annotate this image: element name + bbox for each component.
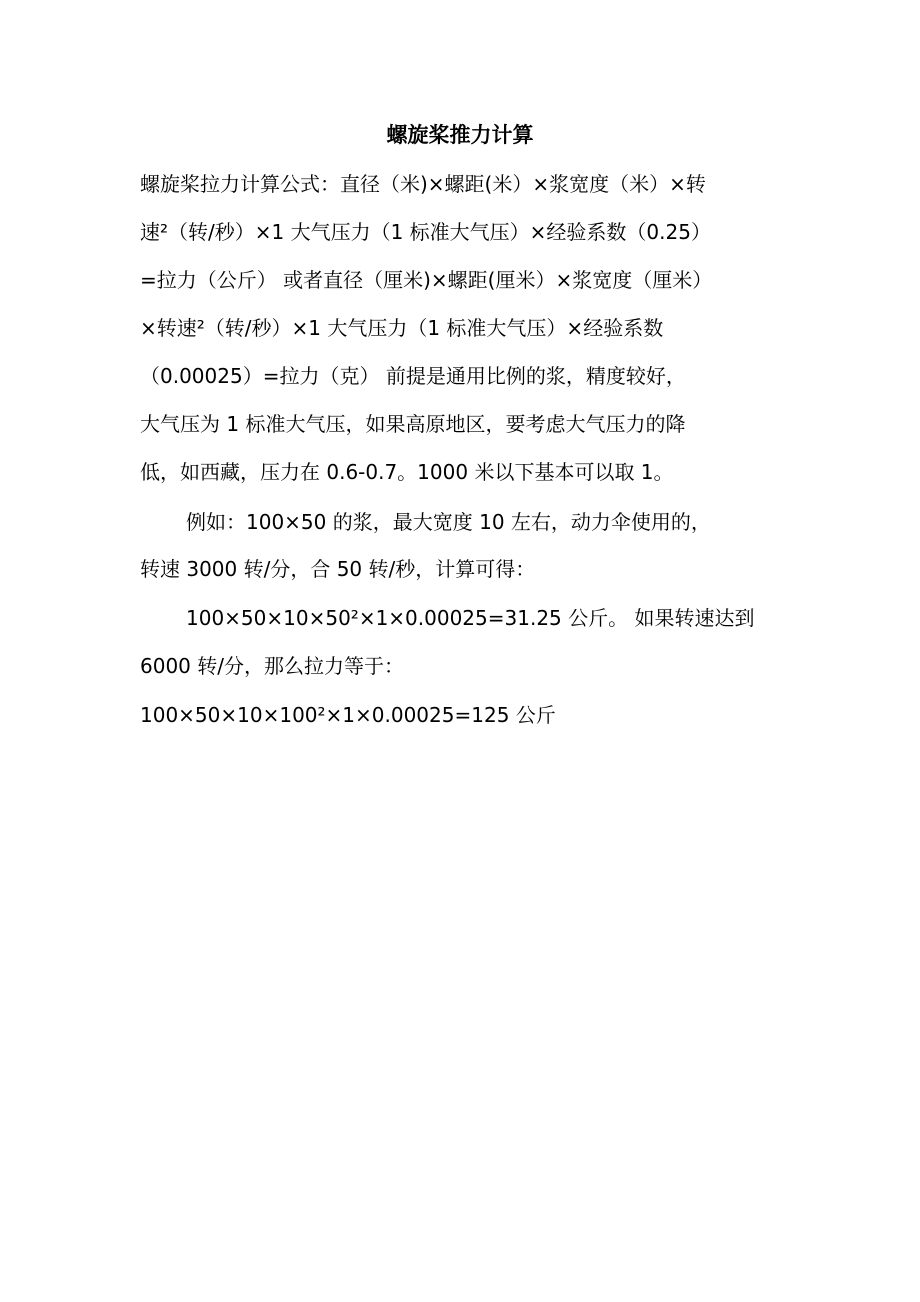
paragraph-line-7: 低，如西藏，压力在 0.6-0.7。1000 米以下基本可以取 1。 xyxy=(140,460,674,484)
calculation-result-line: 100×50×10×100²×1×0.00025=125 公斤 xyxy=(140,703,556,727)
paragraph-line-1: 螺旋桨拉力计算公式：直径（米)×螺距(米）×浆宽度（米）×转 xyxy=(140,172,706,196)
example-line-2: 转速 3000 转/分，合 50 转/秒，计算可得： xyxy=(140,557,536,581)
paragraph-line-5: （0.00025）=拉力（克） 前提是通用比例的浆，精度较好， xyxy=(140,364,686,388)
example-line-1: 例如：100×50 的浆，最大宽度 10 左右，动力伞使用的， xyxy=(186,510,711,534)
paragraph-line-6: 大气压为 1 标准大气压，如果高原地区，要考虑大气压力的降 xyxy=(140,412,686,436)
paragraph-line-3: =拉力（公斤） 或者直径（厘米)×螺距(厘米）×浆宽度（厘米） xyxy=(140,268,713,292)
paragraph-line-4: ×转速²（转/秒）×1 大气压力（1 标准大气压）×经验系数 xyxy=(140,316,664,340)
calculation-line-2: 6000 转/分，那么拉力等于： xyxy=(140,654,404,678)
calculation-line-1: 100×50×10×50²×1×0.00025=31.25 公斤。 如果转速达到 xyxy=(186,606,755,630)
document-title: 螺旋桨推力计算 xyxy=(386,123,534,147)
paragraph-line-2: 速²（转/秒）×1 大气压力（1 标准大气压）×经验系数（0.25） xyxy=(140,220,711,244)
